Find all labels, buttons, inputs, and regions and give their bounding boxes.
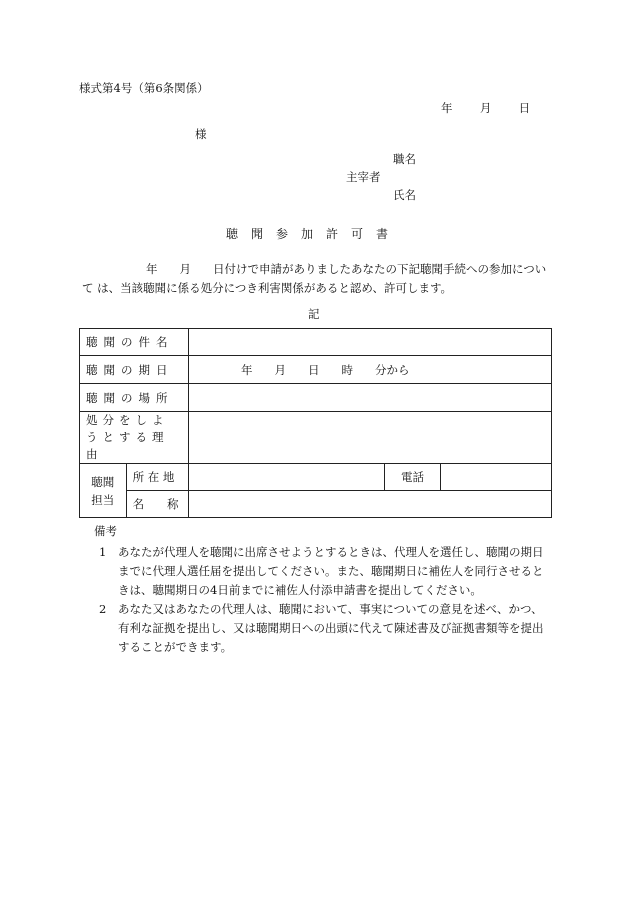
issue-date (441, 100, 530, 116)
hearing-info-table (79, 328, 552, 518)
body-text: 日付けで申請がありましたあなたの下記聴聞手続への参加について は、当該聴聞に係る処分につき利害関係があると認め、許可します。 (82, 262, 547, 295)
table-row (80, 464, 552, 491)
body-month: 月 (179, 262, 191, 276)
sender-name-label: 氏名 (393, 188, 416, 202)
table-row (80, 384, 552, 412)
body-year: 年 (146, 262, 158, 276)
date-day: 日 (518, 101, 531, 115)
sender-title-label: 職名 (393, 152, 416, 166)
form-number: 様式第4号（第6条関係） (79, 81, 209, 95)
address-value (189, 464, 385, 491)
host-label: 主宰者 (346, 170, 381, 184)
hearing-date-value: 年 月 日 時 分から (189, 356, 552, 384)
table-row (80, 329, 552, 356)
address-label: 所 在 地 (126, 464, 188, 491)
person-in-charge-label: 聴聞担当 (80, 464, 127, 518)
note-item: 2 あなた又はあなたの代理人は、聴聞において、事実についての意見を述べ、かつ、有利な証拠を提出し、又は聴聞期日への出頭に代えて陳述書及び証拠書類等を提出することができます。 (99, 602, 544, 654)
name-label: 名 称 (126, 491, 188, 518)
table-row (80, 412, 552, 464)
addressee-suffix: 様 (195, 127, 207, 141)
reason-value (189, 412, 552, 464)
phone-value (441, 464, 552, 491)
hearing-place-value (189, 384, 552, 412)
reason-label: 処分をしようとする理由 (80, 412, 189, 464)
case-name-value (189, 329, 552, 356)
body-paragraph (82, 260, 552, 298)
date-month: 月 (479, 101, 492, 115)
table-row (80, 356, 552, 384)
hearing-place-label: 聴聞の場所 (80, 384, 189, 412)
ki-label: 記 (308, 307, 320, 321)
note-item: 1 あなたが代理人を聴聞に出席させようとするときは、代理人を選任し、聴聞の期日までに代理人選任届を提出してください。また、聴聞期日に補佐人を同行させるときは、聴聞期日の4日前までに補佐人付添申請書を提出してください。 (99, 545, 544, 597)
document-title: 聴聞参加許可書 (226, 227, 402, 241)
case-name-label: 聴聞の件名 (80, 329, 189, 356)
table-row (80, 491, 552, 518)
phone-label: 電話 (385, 464, 441, 491)
notes-heading: 備考 (94, 524, 117, 538)
hearing-date-label: 聴聞の期日 (80, 356, 189, 384)
notes-section (94, 522, 554, 657)
date-year: 年 (441, 101, 453, 115)
name-value (189, 491, 552, 518)
